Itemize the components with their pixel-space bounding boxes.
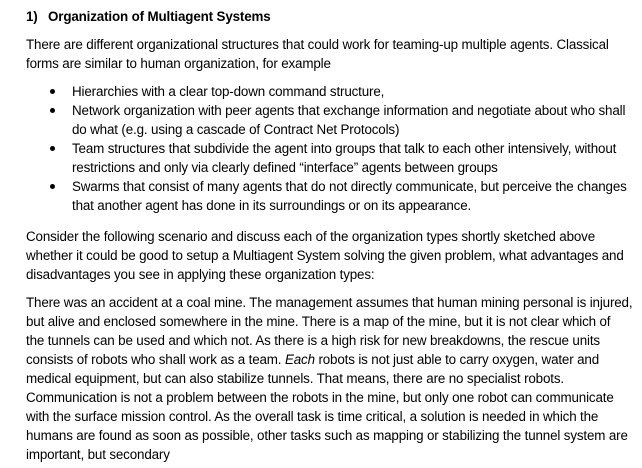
intro-line: forms are similar to human organization, for example (26, 56, 331, 71)
section-title: Organization of Multiagent Systems (48, 9, 271, 24)
scenario-line: medical equipment, but can also stabilize tunnels. That means, there are no specialist robots. (26, 371, 564, 386)
list-item-swarms (50, 177, 640, 215)
scenario-line: There was an accident at a coal mine. The management assumes that human mining personal is injured, (26, 295, 633, 310)
bullet-icon (50, 108, 55, 113)
list-item-text: Swarms that consist of many agents that do not directly communicate, but perceive the changes (72, 179, 627, 194)
scenario-line: important, but secondary (26, 447, 170, 462)
list-item-text: Network organization with peer agents that exchange information and negotiate about who shall (72, 103, 626, 118)
scenario-text: robots is not just able to carry oxygen, water and (318, 352, 600, 367)
list-item-network (50, 101, 640, 139)
scenario-line: humans are found as soon as possible, other tasks such as mapping or stabilizing the tunnel system are (26, 428, 628, 443)
scenario-paragraph (26, 293, 636, 464)
task-line: disadvantages you see in applying these organization types: (26, 267, 375, 282)
emphasis-text: Each (284, 352, 315, 367)
intro-line: There are different organizational structures that could work for teaming-up multiple agents. Classical (26, 37, 609, 52)
list-item-text: do what (e.g. using a cascade of Contract Net Protocols) (72, 122, 400, 137)
list-item-hierarchies (50, 82, 640, 101)
scenario-line (26, 350, 636, 369)
list-item-text: Team structures that subdivide the agent into groups that talk to each other intensively, without (72, 141, 617, 156)
list-item-text: restrictions and only via clearly defined “interface” agents between groups (72, 160, 498, 175)
section-heading (26, 7, 271, 26)
scenario-line: Communication is not a problem between the robots in the mine, but only one robot can communicate (26, 390, 614, 405)
bullet-icon (50, 184, 55, 189)
list-item-text: Hierarchies with a clear top-down command structure, (72, 84, 385, 99)
intro-paragraph (26, 35, 636, 73)
organization-types-list (50, 82, 640, 215)
list-item-text: that another agent has done in its surroundings or on its appearance. (72, 198, 472, 213)
task-line: whether it could be good to setup a Multiagent System solving the given problem, what advantages and (26, 248, 624, 263)
bullet-icon (50, 89, 55, 94)
scenario-text: consists of robots who shall work as a team. (26, 352, 282, 367)
list-item-team (50, 139, 640, 177)
scenario-line: but alive and enclosed somewhere in the mine. There is a map of the mine, but it is not clear which of (26, 314, 611, 329)
task-line: Consider the following scenario and discuss each of the organization types shortly sketched above (26, 229, 596, 244)
scenario-line: with the surface mission control. As the overall task is time critical, a solution is needed in which the (26, 409, 599, 424)
section-number: 1) (26, 9, 38, 24)
bullet-icon (50, 146, 55, 151)
scenario-line: the tunnels can be used and which not. As there is a high risk for new breakdowns, the rescue units (26, 333, 600, 348)
task-paragraph (26, 227, 636, 284)
